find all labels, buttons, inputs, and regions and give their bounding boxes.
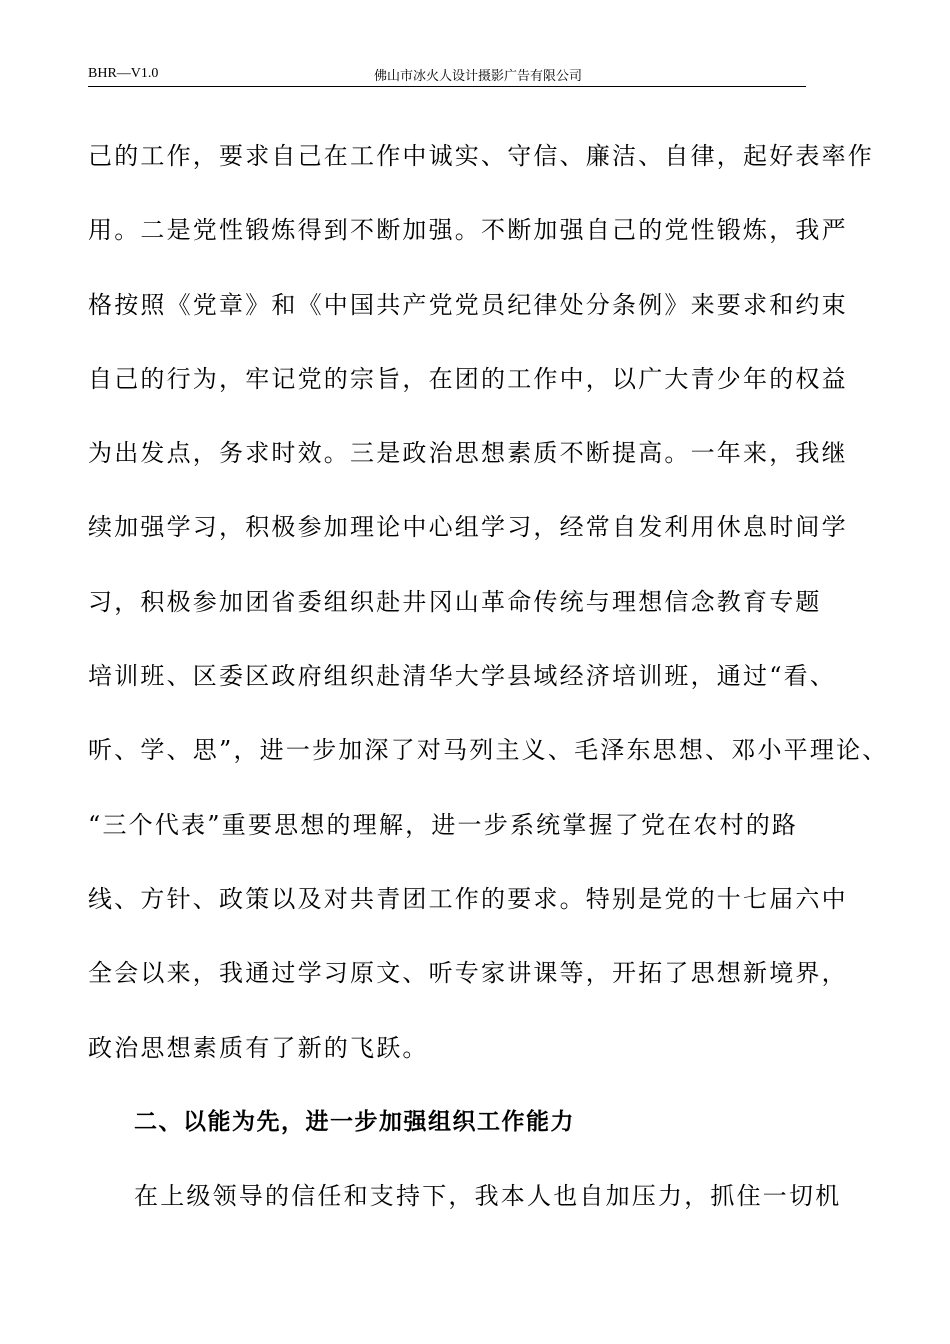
body-line: 自己的行为，牢记党的宗旨，在团的工作中，以广大青少年的权益 <box>88 364 848 393</box>
body-line: 格按照《党章》和《中国共产党党员纪律处分条例》来要求和约束 <box>88 290 848 319</box>
body-line: 培训班、区委区政府组织赴清华大学县域经济培训班，通过“看、 <box>88 662 837 691</box>
body-line: 听、学、思”，进一步加深了对马列主义、毛泽东思想、邓小平理论、 <box>88 736 889 765</box>
body-line: 习，积极参加团省委组织赴井冈山革命传统与理想信念教育专题 <box>88 587 822 616</box>
paragraph-first-line: 在上级领导的信任和支持下，我本人也自加压力，抓住一切机 <box>134 1182 842 1211</box>
body-line: 己的工作，要求自己在工作中诚实、守信、廉洁、自律，起好表率作 <box>88 142 874 170</box>
company-name: 佛山市冰火人设计摄影广告有限公司 <box>373 69 582 84</box>
document-version: BHR—V1.0 <box>88 66 159 81</box>
page-header <box>88 64 806 87</box>
body-line: “三个代表”重要思想的理解，进一步系统掌握了党在农村的路 <box>88 810 799 839</box>
document-body <box>88 128 889 1242</box>
section-heading: 二、以能为先，进一步加强组织工作能力 <box>134 1108 575 1135</box>
body-line: 政治思想素质有了新的飞跃。 <box>88 1033 429 1062</box>
body-line: 用。二是党性锻炼得到不断加强。不断加强自己的党性锻炼，我严 <box>88 216 848 245</box>
body-line: 线、方针、政策以及对共青团工作的要求。特别是党的十七届六中 <box>88 884 848 913</box>
body-line: 全会以来，我通过学习原文、听专家讲课等，开拓了思想新境界， <box>88 959 848 988</box>
body-line: 为出发点，务求时效。三是政治思想素质不断提高。一年来，我继 <box>88 439 848 468</box>
body-line: 续加强学习，积极参加理论中心组学习，经常自发利用休息时间学 <box>88 513 848 542</box>
